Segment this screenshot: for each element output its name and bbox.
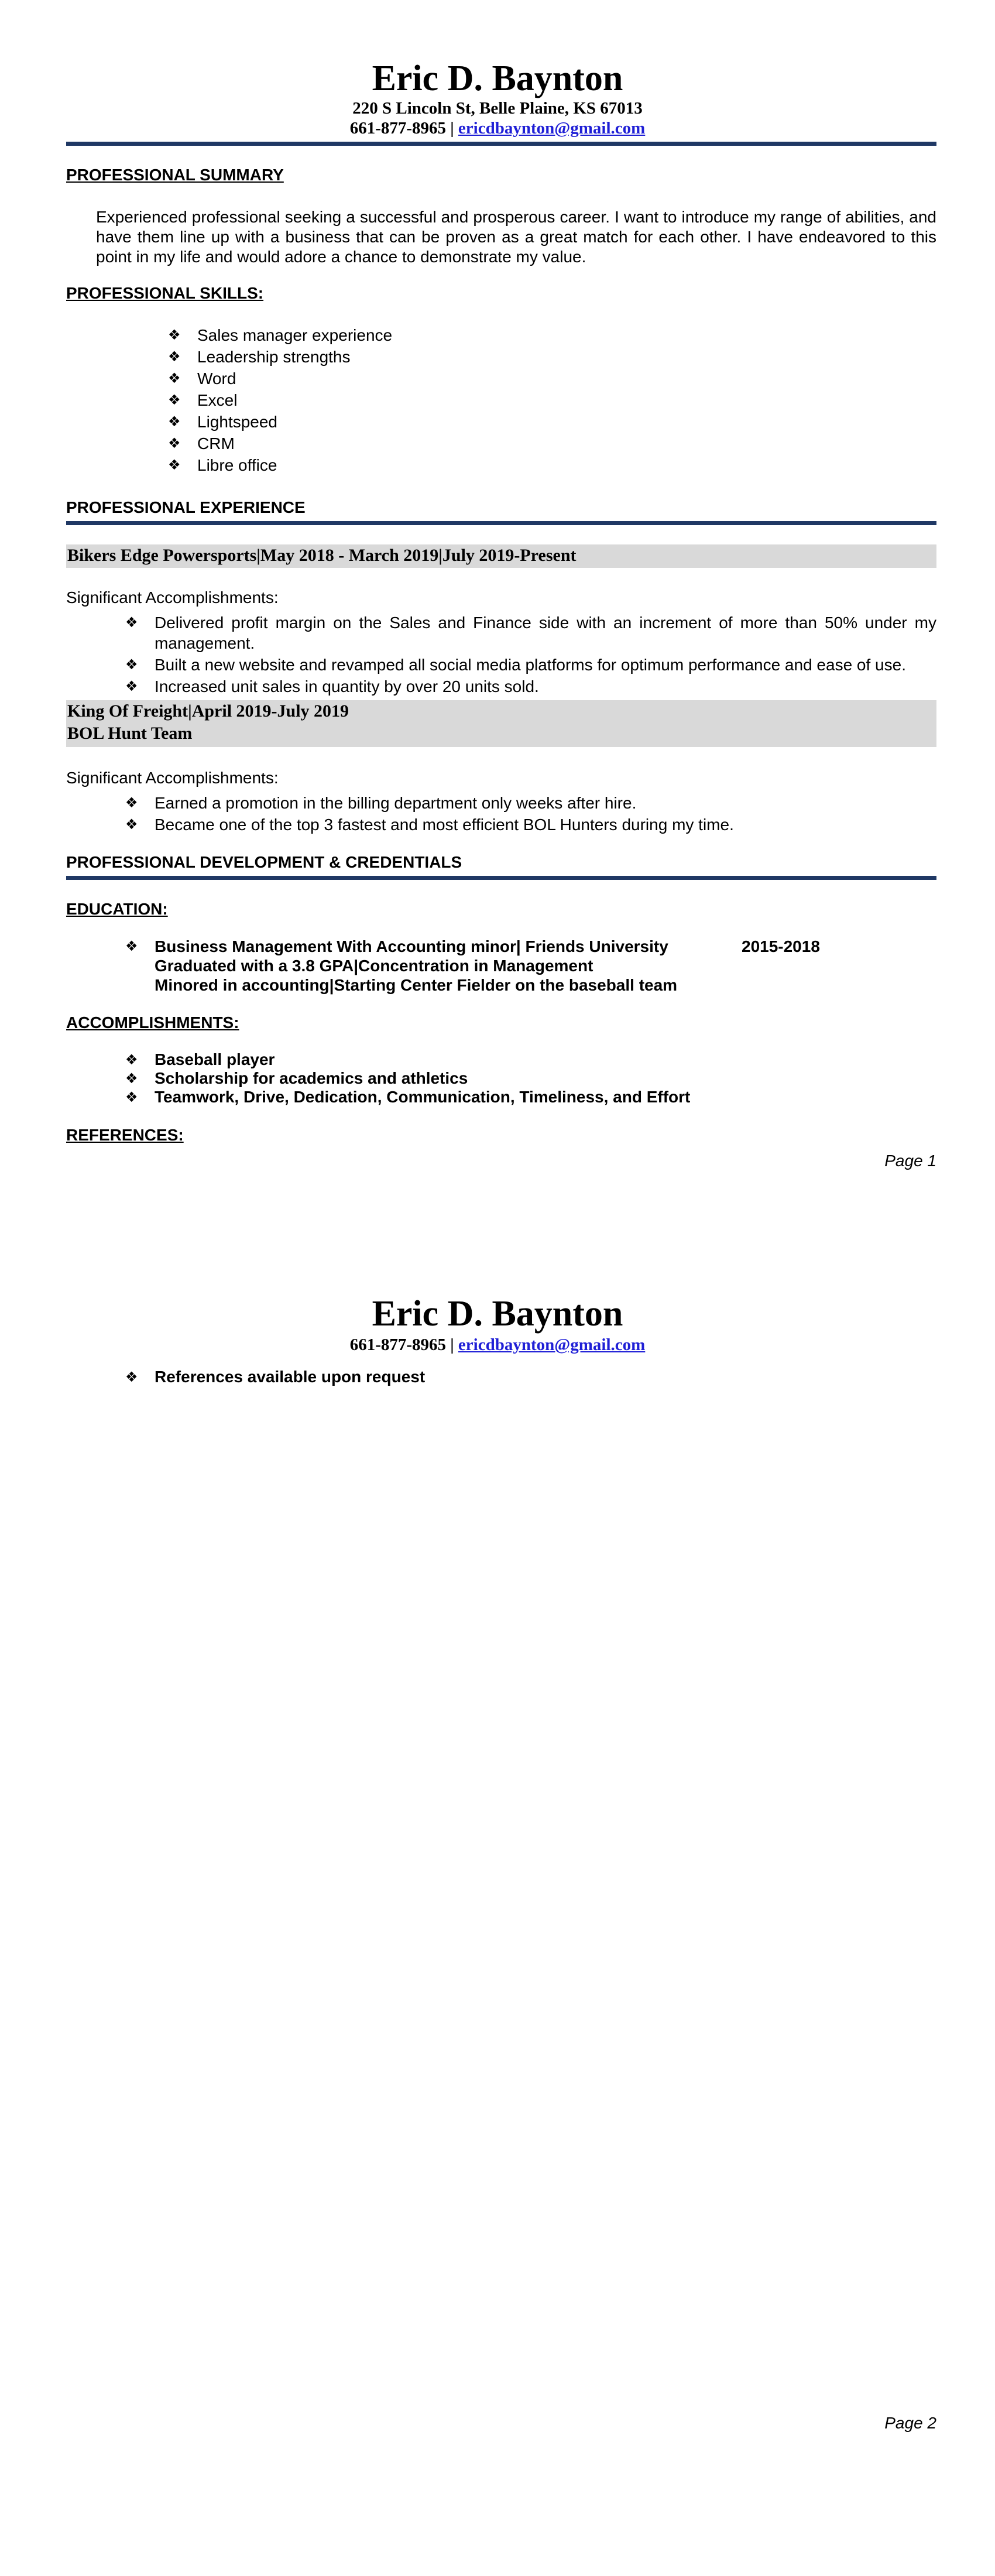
accomplishments-label: Significant Accomplishments: bbox=[66, 769, 279, 787]
header-rule bbox=[66, 142, 936, 146]
list-item: ❖ Became one of the top 3 fastest and most efficient BOL Hunters during my time. bbox=[125, 814, 936, 835]
list-item: ❖ Increased unit sales in quantity by over 20 units sold. bbox=[125, 676, 936, 697]
education-minor: Minored in accounting|Starting Center Fielder on the baseball team bbox=[155, 976, 678, 994]
list-item: ❖ Excel bbox=[168, 389, 695, 411]
list-item: ❖ Word bbox=[168, 368, 695, 389]
list-item: ❖ Libre office bbox=[168, 454, 695, 476]
contact-separator: | bbox=[446, 119, 458, 138]
list-item: ❖ Built a new website and revamped all social media platforms for optimum performance and ease of use. bbox=[125, 655, 936, 675]
contact-line bbox=[0, 1335, 995, 1355]
list-item: ❖ Delivered profit margin on the Sales and Finance side with an increment of more than 50% under my management. bbox=[125, 612, 936, 653]
summary-text: Experienced professional seeking a successful and prosperous career. I want to introduce my range of abilities, and have them line up with a business that can be proven as a great match for each other. I have endeavored to this point in my life and would adore a chance to demonstrate my value. bbox=[96, 208, 936, 266]
experience-heading: PROFESSIONAL EXPERIENCE bbox=[66, 498, 306, 516]
page-number: Page 2 bbox=[884, 2414, 936, 2432]
job-header bbox=[66, 700, 936, 747]
job-title: King Of Freight|April 2019-July 2019 bbox=[67, 701, 349, 721]
bullet-icon: ❖ bbox=[125, 938, 138, 954]
job-header bbox=[66, 544, 936, 568]
address: 220 S Lincoln St, Belle Plaine, KS 67013 bbox=[352, 99, 643, 118]
skills-heading: PROFESSIONAL SKILLS: bbox=[66, 284, 264, 302]
job-subtitle: BOL Hunt Team bbox=[67, 724, 193, 743]
education-entry bbox=[125, 937, 936, 995]
accomplishments-list bbox=[125, 1050, 936, 1107]
candidate-name: Eric D. Baynton bbox=[372, 59, 623, 98]
references-heading: REFERENCES: bbox=[66, 1126, 184, 1144]
list-item: ❖ Baseball player bbox=[125, 1050, 936, 1069]
candidate-name: Eric D. Baynton bbox=[372, 1294, 623, 1334]
list-item: ❖ References available upon request bbox=[125, 1368, 936, 1386]
list-item: ❖ CRM bbox=[168, 433, 695, 454]
page-2 bbox=[0, 1288, 995, 2576]
email-link[interactable]: ericdbaynton@gmail.com bbox=[458, 1335, 646, 1354]
education-gpa: Graduated with a 3.8 GPA|Concentration in Management bbox=[155, 957, 593, 975]
list-item: ❖ Sales manager experience bbox=[168, 324, 695, 346]
list-item: ❖ Scholarship for academics and athletics bbox=[125, 1069, 936, 1088]
education-heading: EDUCATION: bbox=[66, 900, 168, 918]
education-degree: Business Management With Accounting minor| Friends University bbox=[155, 937, 668, 955]
education-years: 2015-2018 bbox=[742, 937, 820, 955]
accomplishments-label: Significant Accomplishments: bbox=[66, 588, 279, 607]
job-accomplishments bbox=[125, 793, 936, 836]
job-title: Bikers Edge Powersports|May 2018 - March 2019|July 2019-Present bbox=[67, 546, 577, 565]
experience-rule bbox=[66, 521, 936, 525]
skills-list bbox=[168, 324, 695, 476]
job-accomplishments bbox=[125, 612, 936, 698]
contact-separator: | bbox=[446, 1335, 458, 1354]
list-item: ❖ Lightspeed bbox=[168, 411, 695, 433]
list-item: ❖ Leadership strengths bbox=[168, 346, 695, 368]
email-link[interactable]: ericdbaynton@gmail.com bbox=[458, 119, 646, 138]
summary-heading: PROFESSIONAL SUMMARY bbox=[66, 166, 284, 184]
development-rule bbox=[66, 876, 936, 880]
list-item: ❖ Earned a promotion in the billing department only weeks after hire. bbox=[125, 793, 936, 813]
phone: 661-877-8965 bbox=[349, 1335, 447, 1354]
accomplishments-heading: ACCOMPLISHMENTS: bbox=[66, 1013, 239, 1032]
references-list bbox=[125, 1368, 936, 1386]
list-item: ❖ Teamwork, Drive, Dedication, Communication, Timeliness, and Effort bbox=[125, 1088, 936, 1107]
page-number: Page 1 bbox=[884, 1152, 936, 1170]
contact-line bbox=[0, 118, 995, 138]
phone: 661-877-8965 bbox=[349, 119, 447, 138]
development-heading: PROFESSIONAL DEVELOPMENT & CREDENTIALS bbox=[66, 853, 462, 871]
